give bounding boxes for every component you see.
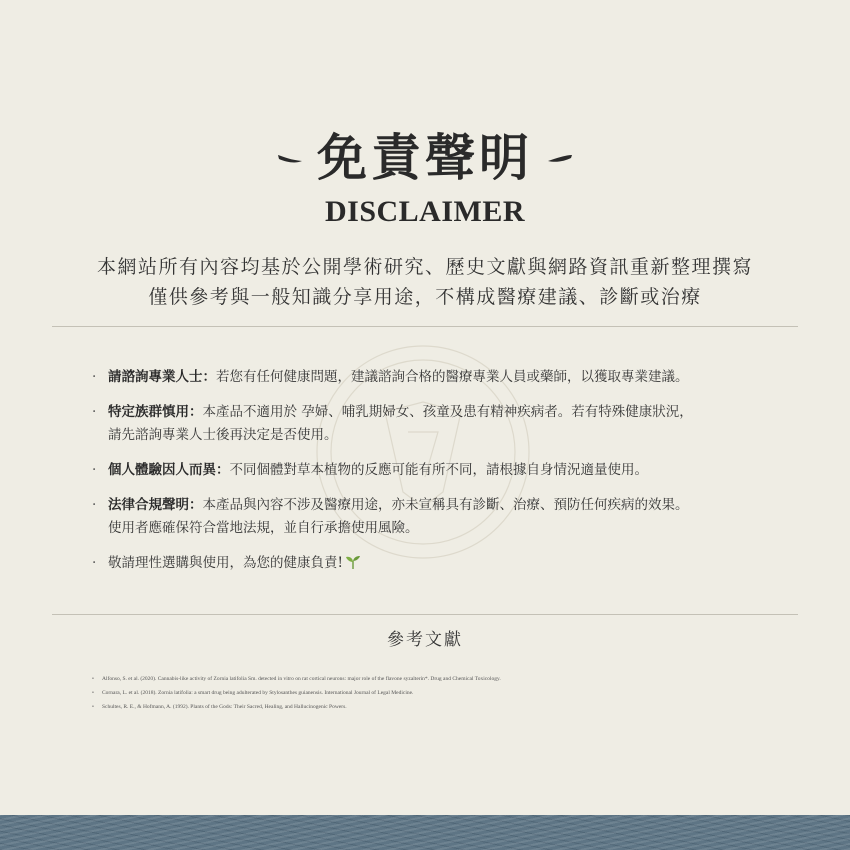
divider [52, 326, 798, 327]
item-title: 特定族群慎用： [108, 404, 203, 420]
list-item [92, 494, 792, 540]
item-text: 請先諮詢專業人士後再決定是否使用。 [108, 427, 338, 443]
brush-dash-icon [277, 151, 303, 165]
item-text: 使用者應確保符合當地法規，並自行承擔使用風險。 [108, 520, 419, 536]
divider [52, 614, 798, 615]
list-item [92, 401, 792, 447]
item-text: 敬請理性選購與使用，為您的健康負責! [108, 555, 343, 571]
item-title: 請諮詢專業人士： [108, 369, 216, 385]
list-item [92, 459, 792, 482]
sprout-icon [345, 554, 361, 570]
disclaimer-list [92, 366, 792, 587]
item-title: 個人體驗因人而異： [108, 462, 230, 478]
decorative-band [0, 815, 850, 850]
references-title: 參考文獻 [387, 630, 463, 650]
references-list [92, 675, 792, 717]
intro-line: 僅供參考與一般知識分享用途，不構成醫療建議、診斷或治療 [148, 286, 702, 308]
reference-item: • Cornara, L. et al. (2018). Zornia latifolia: a smart drug being adulterated by Stylosanthes guianensis. International Journal of Legal Medicine. [92, 689, 792, 697]
title-row [0, 122, 850, 194]
intro-line: 本網站所有內容均基於公開學術研究、歷史文獻與網路資訊重新整理撰寫 [96, 256, 753, 278]
reference-item: • Schultes, R. E., & Hofmann, A. (1992). Plants of the Gods: Their Sacred, Healing, and Hallucinogenic Powers. [92, 703, 792, 711]
item-title: 法律合規聲明： [108, 497, 203, 513]
item-text: 本產品不適用於 孕婦、哺乳期婦女、孩童及患有精神疾病者。若有特殊健康狀況， [202, 404, 693, 420]
intro-text [0, 252, 850, 312]
brush-dash-icon [547, 151, 573, 165]
list-item [92, 366, 792, 389]
item-text: 本產品與內容不涉及醫療用途，亦未宣稱具有診斷、治療、預防任何疾病的效果。 [202, 497, 689, 513]
page-title: 免責聲明 [317, 128, 533, 187]
page-subtitle: DISCLAIMER [324, 195, 526, 228]
reference-item: • Alfonso, S. et al. (2020). Cannabis-like activity of Zornia latifolia Sm. detected in vitro on rat cortical neurons: major role of the flavone syzalterin*. Drug and Chemical Toxicology. [92, 675, 792, 683]
list-item [92, 552, 792, 575]
item-text: 若您有任何健康問題，建議諮詢合格的醫療專業人員或藥師，以獲取專業建議。 [216, 369, 689, 385]
item-text: 不同個體對草本植物的反應可能有所不同，請根據自身情況適量使用。 [229, 462, 648, 478]
